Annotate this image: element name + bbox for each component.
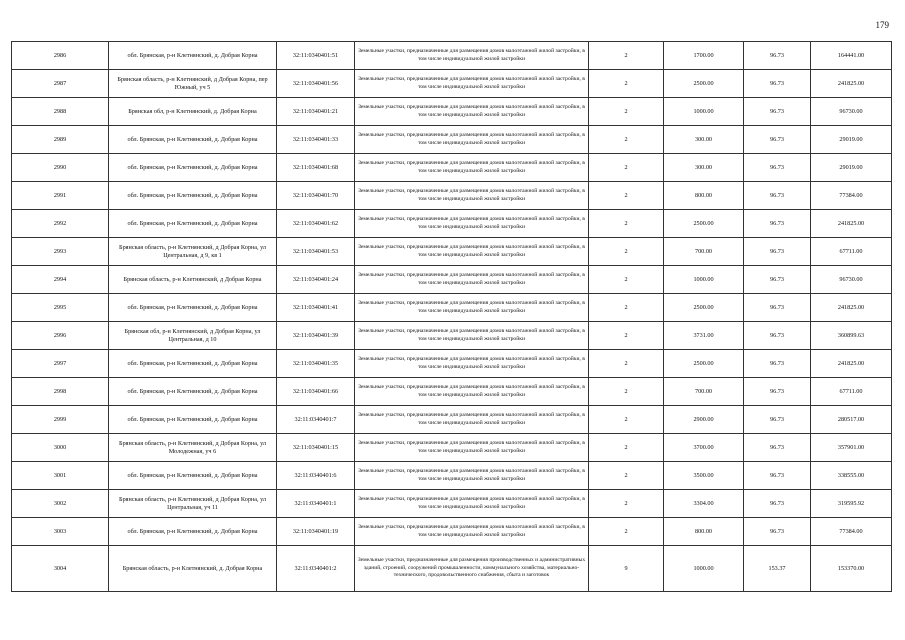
area-cell: 700.00 [664, 238, 744, 266]
specific-value-cell: 96.73 [744, 98, 811, 126]
group-code-cell: 2 [589, 518, 664, 546]
row-number-cell: 3002 [12, 490, 109, 518]
cadastral-value-cell: 77384.00 [811, 518, 892, 546]
land-use-cell: Земельные участки, предназначенные для размещения домов малоэтажной жилой застройки, в том числе индивидуальной жилой застройки [355, 210, 589, 238]
specific-value-cell: 96.73 [744, 490, 811, 518]
land-use-cell: Земельные участки, предназначенные для размещения домов малоэтажной жилой застройки, в том числе индивидуальной жилой застройки [355, 322, 589, 350]
table-row [12, 350, 892, 378]
cadastral-number-cell: 32:11:0340401:1 [277, 490, 355, 518]
area-cell: 800.00 [664, 182, 744, 210]
specific-value-cell: 96.73 [744, 70, 811, 98]
cadastral-number-cell: 32:11:0340401:68 [277, 154, 355, 182]
table-row [12, 238, 892, 266]
cadastral-number-cell: 32:11:0340401:51 [277, 42, 355, 70]
land-use-cell: Земельные участки, предназначенные для размещения домов малоэтажной жилой застройки, в том числе индивидуальной жилой застройки [355, 70, 589, 98]
land-use-cell: Земельные участки, предназначенные для размещения домов малоэтажной жилой застройки, в том числе индивидуальной жилой застройки [355, 42, 589, 70]
table-row [12, 70, 892, 98]
area-cell: 300.00 [664, 154, 744, 182]
page-number: 179 [875, 20, 889, 30]
group-code-cell: 2 [589, 70, 664, 98]
area-cell: 1000.00 [664, 546, 744, 592]
cadastral-number-cell: 32:11:0340401:35 [277, 350, 355, 378]
table-body [12, 42, 892, 592]
table-row [12, 462, 892, 490]
row-number-cell: 2995 [12, 294, 109, 322]
specific-value-cell: 96.73 [744, 266, 811, 294]
address-cell: Брянская область, р-н Клетнянский, д Добрая Корна, ул Центральная, уч 11 [109, 490, 277, 518]
row-number-cell: 3000 [12, 434, 109, 462]
address-cell: Брянская область, р-н Клетнянский, д Добрая Корна [109, 266, 277, 294]
cadastral-number-cell: 32:11:0340401:21 [277, 98, 355, 126]
land-use-cell: Земельные участки, предназначенные для размещения домов малоэтажной жилой застройки, в том числе индивидуальной жилой застройки [355, 406, 589, 434]
table-row [12, 98, 892, 126]
row-number-cell: 2986 [12, 42, 109, 70]
area-cell: 2500.00 [664, 70, 744, 98]
cadastral-number-cell: 32:11:0340401:7 [277, 406, 355, 434]
row-number-cell: 3001 [12, 462, 109, 490]
table-row [12, 42, 892, 70]
address-cell: обл. Брянская, р-н Клетнянский, д. Добрая Корна [109, 378, 277, 406]
cadastral-value-cell: 29019.00 [811, 126, 892, 154]
table-row [12, 378, 892, 406]
cadastral-value-table [11, 41, 892, 592]
specific-value-cell: 96.73 [744, 462, 811, 490]
area-cell: 700.00 [664, 378, 744, 406]
address-cell: обл. Брянская, р-н Клетнянский, д. Добрая Корна [109, 462, 277, 490]
table-row [12, 434, 892, 462]
land-use-cell: Земельные участки, предназначенные для размещения домов малоэтажной жилой застройки, в том числе индивидуальной жилой застройки [355, 182, 589, 210]
area-cell: 800.00 [664, 518, 744, 546]
specific-value-cell: 96.73 [744, 294, 811, 322]
address-cell: обл. Брянская, р-н Клетнянский, д. Добрая Корна [109, 126, 277, 154]
area-cell: 1000.00 [664, 98, 744, 126]
cadastral-value-cell: 96730.00 [811, 266, 892, 294]
row-number-cell: 3003 [12, 518, 109, 546]
cadastral-value-cell: 319595.92 [811, 490, 892, 518]
cadastral-value-cell: 164441.00 [811, 42, 892, 70]
land-use-cell: Земельные участки, предназначенные для размещения домов малоэтажной жилой застройки, в том числе индивидуальной жилой застройки [355, 294, 589, 322]
land-use-cell: Земельные участки, предназначенные для размещения домов малоэтажной жилой застройки, в том числе индивидуальной жилой застройки [355, 490, 589, 518]
row-number-cell: 2987 [12, 70, 109, 98]
group-code-cell: 2 [589, 98, 664, 126]
specific-value-cell: 96.73 [744, 238, 811, 266]
area-cell: 2900.00 [664, 406, 744, 434]
cadastral-number-cell: 32:11:0340401:41 [277, 294, 355, 322]
cadastral-value-cell: 241825.00 [811, 350, 892, 378]
land-use-cell: Земельные участки, предназначенные для размещения производственных и административных зданий, строений, сооружений промышленности, коммунального хозяйства, материально-технического, продовольственного снабжения, сбыта и заготовок [355, 546, 589, 592]
specific-value-cell: 96.73 [744, 434, 811, 462]
table-row [12, 210, 892, 238]
group-code-cell: 2 [589, 182, 664, 210]
land-use-cell: Земельные участки, предназначенные для размещения домов малоэтажной жилой застройки, в том числе индивидуальной жилой застройки [355, 518, 589, 546]
table-row [12, 126, 892, 154]
cadastral-value-cell: 29019.00 [811, 154, 892, 182]
land-use-cell: Земельные участки, предназначенные для размещения домов малоэтажной жилой застройки, в том числе индивидуальной жилой застройки [355, 378, 589, 406]
address-cell: обл. Брянская, р-н Клетнянский, д. Добрая Корна [109, 294, 277, 322]
cadastral-value-cell: 280517.00 [811, 406, 892, 434]
row-number-cell: 3004 [12, 546, 109, 592]
cadastral-number-cell: 32:11:0340401:6 [277, 462, 355, 490]
cadastral-number-cell: 32:11:0340401:70 [277, 182, 355, 210]
table-row [12, 266, 892, 294]
group-code-cell: 2 [589, 322, 664, 350]
cadastral-value-cell: 67711.00 [811, 378, 892, 406]
cadastral-value-cell: 67711.00 [811, 238, 892, 266]
cadastral-number-cell: 32:11:0340401:24 [277, 266, 355, 294]
address-cell: обл. Брянская, р-н Клетнянский, д. Добрая Корна [109, 42, 277, 70]
address-cell: Брянская область, р-н Клетнянский, д Добрая Корна, пер Южный, уч 5 [109, 70, 277, 98]
land-use-cell: Земельные участки, предназначенные для размещения домов малоэтажной жилой застройки, в том числе индивидуальной жилой застройки [355, 98, 589, 126]
address-cell: Брянская область, р-н Клетнянский, д. Добрая Корна [109, 546, 277, 592]
table-row [12, 154, 892, 182]
group-code-cell: 2 [589, 350, 664, 378]
address-cell: Брянская область, р-н Клетнянский, д Добрая Корна, ул Центральная, д 9, кв 1 [109, 238, 277, 266]
area-cell: 2500.00 [664, 210, 744, 238]
cadastral-number-cell: 32:11:0340401:15 [277, 434, 355, 462]
group-code-cell: 2 [589, 406, 664, 434]
cadastral-number-cell: 32:11:0340401:2 [277, 546, 355, 592]
cadastral-number-cell: 32:11:0340401:19 [277, 518, 355, 546]
cadastral-value-cell: 77384.00 [811, 182, 892, 210]
area-cell: 3731.00 [664, 322, 744, 350]
address-cell: обл. Брянская, р-н Клетнянский, д. Добрая Корна [109, 154, 277, 182]
specific-value-cell: 96.73 [744, 350, 811, 378]
cadastral-value-cell: 338555.00 [811, 462, 892, 490]
specific-value-cell: 96.73 [744, 126, 811, 154]
area-cell: 1700.00 [664, 42, 744, 70]
specific-value-cell: 96.73 [744, 154, 811, 182]
table-row [12, 406, 892, 434]
table-row [12, 294, 892, 322]
cadastral-value-cell: 241825.00 [811, 70, 892, 98]
table-row [12, 322, 892, 350]
address-cell: Брянская обл, р-н Клетнянский, д. Добрая Корна [109, 98, 277, 126]
land-use-cell: Земельные участки, предназначенные для размещения домов малоэтажной жилой застройки, в том числе индивидуальной жилой застройки [355, 434, 589, 462]
row-number-cell: 2998 [12, 378, 109, 406]
address-cell: Брянская область, р-н Клетнянский, д Добрая Корна, ул Молодежная, уч 6 [109, 434, 277, 462]
group-code-cell: 2 [589, 42, 664, 70]
address-cell: обл. Брянская, р-н Клетнянский, д. Добрая Корна [109, 406, 277, 434]
specific-value-cell: 96.73 [744, 406, 811, 434]
address-cell: Брянская обл, р-н Клетнянский, д Добрая Корна, ул Центральная, д 10 [109, 322, 277, 350]
area-cell: 1000.00 [664, 266, 744, 294]
address-cell: обл. Брянская, р-н Клетнянский, д. Добрая Корна [109, 350, 277, 378]
table-row [12, 182, 892, 210]
group-code-cell: 2 [589, 126, 664, 154]
group-code-cell: 2 [589, 490, 664, 518]
group-code-cell: 2 [589, 210, 664, 238]
row-number-cell: 2994 [12, 266, 109, 294]
row-number-cell: 2991 [12, 182, 109, 210]
group-code-cell: 2 [589, 238, 664, 266]
row-number-cell: 2988 [12, 98, 109, 126]
cadastral-value-cell: 357901.00 [811, 434, 892, 462]
area-cell: 3700.00 [664, 434, 744, 462]
land-use-cell: Земельные участки, предназначенные для размещения домов малоэтажной жилой застройки, в том числе индивидуальной жилой застройки [355, 266, 589, 294]
cadastral-value-cell: 153370.00 [811, 546, 892, 592]
group-code-cell: 2 [589, 266, 664, 294]
row-number-cell: 2989 [12, 126, 109, 154]
group-code-cell: 9 [589, 546, 664, 592]
address-cell: обл. Брянская, р-н Клетнянский, д. Добрая Корна [109, 210, 277, 238]
cadastral-number-cell: 32:11:0340401:53 [277, 238, 355, 266]
area-cell: 300.00 [664, 126, 744, 154]
row-number-cell: 2993 [12, 238, 109, 266]
cadastral-number-cell: 32:11:0340401:66 [277, 378, 355, 406]
row-number-cell: 2996 [12, 322, 109, 350]
address-cell: обл. Брянская, р-н Клетнянский, д. Добрая Корна [109, 182, 277, 210]
group-code-cell: 2 [589, 294, 664, 322]
cadastral-number-cell: 32:11:0340401:56 [277, 70, 355, 98]
row-number-cell: 2997 [12, 350, 109, 378]
address-cell: обл. Брянская, р-н Клетнянский, д. Добрая Корна [109, 518, 277, 546]
table-row [12, 546, 892, 592]
cadastral-number-cell: 32:11:0340401:62 [277, 210, 355, 238]
specific-value-cell: 96.73 [744, 378, 811, 406]
specific-value-cell: 96.73 [744, 42, 811, 70]
row-number-cell: 2990 [12, 154, 109, 182]
cadastral-value-cell: 360899.63 [811, 322, 892, 350]
specific-value-cell: 96.73 [744, 518, 811, 546]
table-row [12, 490, 892, 518]
specific-value-cell: 153.37 [744, 546, 811, 592]
land-use-cell: Земельные участки, предназначенные для размещения домов малоэтажной жилой застройки, в том числе индивидуальной жилой застройки [355, 126, 589, 154]
specific-value-cell: 96.73 [744, 182, 811, 210]
cadastral-number-cell: 32:11:0340401:39 [277, 322, 355, 350]
group-code-cell: 2 [589, 462, 664, 490]
group-code-cell: 2 [589, 434, 664, 462]
row-number-cell: 2999 [12, 406, 109, 434]
cadastral-value-cell: 241825.00 [811, 294, 892, 322]
land-use-cell: Земельные участки, предназначенные для размещения домов малоэтажной жилой застройки, в том числе индивидуальной жилой застройки [355, 462, 589, 490]
area-cell: 3304.00 [664, 490, 744, 518]
specific-value-cell: 96.73 [744, 322, 811, 350]
cadastral-value-cell: 96730.00 [811, 98, 892, 126]
area-cell: 2500.00 [664, 350, 744, 378]
land-use-cell: Земельные участки, предназначенные для размещения домов малоэтажной жилой застройки, в том числе индивидуальной жилой застройки [355, 238, 589, 266]
cadastral-value-cell: 241825.00 [811, 210, 892, 238]
cadastral-number-cell: 32:11:0340401:33 [277, 126, 355, 154]
specific-value-cell: 96.73 [744, 210, 811, 238]
group-code-cell: 2 [589, 378, 664, 406]
row-number-cell: 2992 [12, 210, 109, 238]
group-code-cell: 2 [589, 154, 664, 182]
land-use-cell: Земельные участки, предназначенные для размещения домов малоэтажной жилой застройки, в том числе индивидуальной жилой застройки [355, 350, 589, 378]
land-use-cell: Земельные участки, предназначенные для размещения домов малоэтажной жилой застройки, в том числе индивидуальной жилой застройки [355, 154, 589, 182]
table-row [12, 518, 892, 546]
area-cell: 2500.00 [664, 294, 744, 322]
area-cell: 3500.00 [664, 462, 744, 490]
